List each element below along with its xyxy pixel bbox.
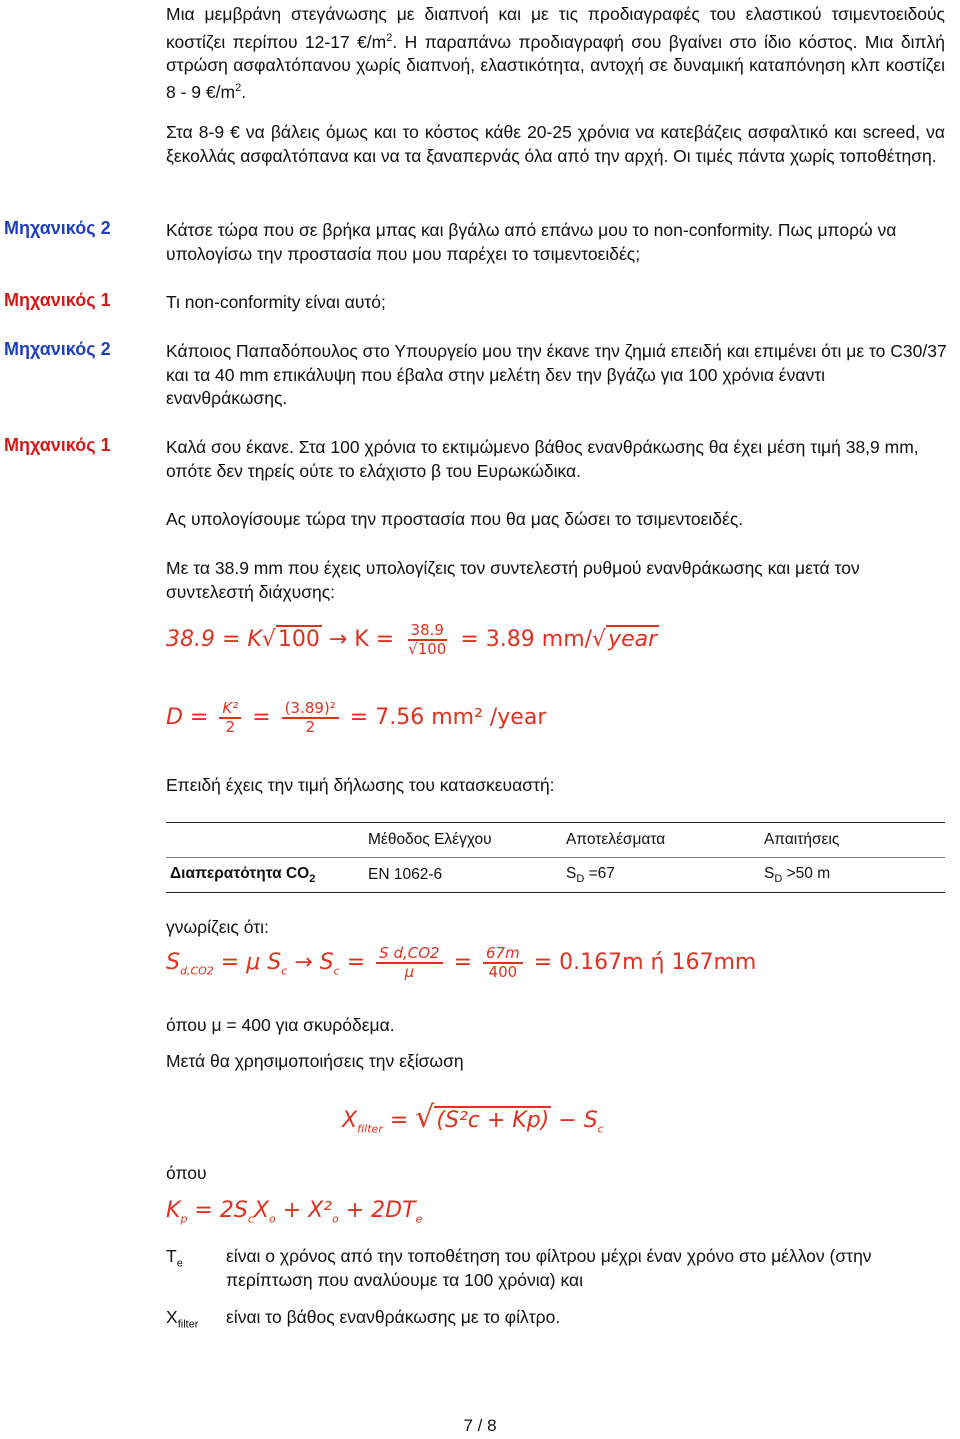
table-cell-requirement: $S_D >50$ m bbox=[760, 858, 945, 893]
table-header-cell: Απαιτήσεις bbox=[760, 823, 945, 858]
table-header-cell: Μέθοδος Ελέγχου bbox=[364, 823, 562, 858]
table-row-label: Διαπερατότητα $CO_2$ bbox=[166, 858, 364, 893]
definition-symbol: $T_e$ bbox=[166, 1246, 183, 1270]
table-row bbox=[166, 858, 945, 893]
dialogue-text: Καλά σου έκανε. Στα 100 χρόνια το εκτιμώμενο βάθος ενανθράκωσης θα έχει μέση τιμή 38,9 mm, οπότε δεν τηρείς ούτε το ελάχιστο β του Ευρωκώδικα. bbox=[166, 437, 919, 481]
table-cell-method: EN 1062-6 bbox=[364, 858, 562, 893]
specification-table bbox=[166, 822, 945, 893]
body-paragraph: Μετά θα χρησιμοποιήσεις την εξίσωση bbox=[166, 1051, 464, 1071]
table-header-cell: Αποτελέσματα bbox=[562, 823, 760, 858]
definition-symbol: $X_{filter}$ bbox=[166, 1307, 199, 1331]
equation-carbonation-rate: 38.9 = K√100 → K = $\frac{38.9}{√100}$ = 3.89 mm/√year bbox=[166, 621, 658, 658]
body-paragraph: γνωρίζεις ότι: bbox=[166, 917, 269, 937]
dialogue-text: Τι non-conformity είναι αυτό; bbox=[166, 292, 386, 312]
equation-x-filter: $X_{filter} = √(S^2c + Kp) - S_c$ bbox=[342, 1100, 604, 1136]
speaker-label: Μηχανικός 2 bbox=[4, 218, 111, 238]
body-paragraph: Με τα 38.9 mm που έχεις υπολογίζεις τον συντελεστή ρυθμού ενανθράκωσης και μετά τον συντελεστή διάχυσης: bbox=[166, 558, 860, 602]
definition-text: είναι το βάθος ενανθράκωσης με το φίλτρο. bbox=[226, 1307, 561, 1327]
table-header-cell bbox=[166, 823, 364, 858]
body-paragraph: όπου μ = 400 για σκυρόδεμα. bbox=[166, 1015, 395, 1035]
body-paragraph: όπου bbox=[166, 1163, 207, 1183]
dialogue-text: Κάποιος Παπαδόπουλος στο Υπουργείο μου την έκανε την ζημιά επειδή και επιμένει ότι με το C30/37 και τα 40 mm επικάλυψη που έβαλα στην μελέτη δεν την βγάζω για 100 χρόνια έναντι ενανθράκωσης. bbox=[166, 341, 947, 408]
equation-kp: $K_p = 2S_cX_o + X^2_o + 2DT_e$ bbox=[166, 1198, 423, 1226]
table-header-row bbox=[166, 823, 945, 858]
equation-equivalent-thickness: $S_{d,CO2} = \mu$ $S_c \to S_c$ = $\frac{\text{S d,CO2}}{\mu}$ = $\frac{67m}{400}$ = 0.167m ή 167mm bbox=[166, 944, 757, 981]
equation-diffusion: D = $\frac{\text{K²}}{2}$ = $\frac{\text{(3.89)²}}{2}$ = 7.56 mm² /year bbox=[166, 699, 547, 736]
dialogue-text: Κάτσε τώρα που σε βρήκα μπας και βγάλω από επάνω μου το non-conformity. Πως μπορώ να υπολογίσω την προστασία που μου παρέχει το τσιμεντοειδές; bbox=[166, 220, 897, 264]
speaker-label: Μηχανικός 1 bbox=[4, 435, 111, 455]
speaker-label: Μηχανικός 1 bbox=[4, 290, 111, 310]
body-paragraph: Επειδή έχεις την τιμή δήλωσης του κατασκευαστή: bbox=[166, 775, 555, 795]
intro-paragraph-1: Μια μεμβράνη στεγάνωσης με διαπνοή και με τις προδιαγραφές του ελαστικού τσιμεντοειδούς κοστίζει περίπου 12-17 $€/m^2$. Η παραπάνω προδιαγραφή σου βγαίνει στο ίδιο κόστος. Μια διπλή στρώση ασφαλτόπανου χωρίς διαπνοή, ελαστικότητα, αντοχή σε δυναμική καταπόνηση κλπ κοστίζει 8 - 9 $€/m^2$. bbox=[166, 4, 946, 103]
definition-text: είναι ο χρόνος από την τοποθέτηση του φίλτρου μέχρι έναν χρόνο στο μέλλον (στην περίπτωση που αναλύουμε τα 100 χρόνια) και bbox=[226, 1246, 872, 1290]
table-cell-result: $S_D =67$ bbox=[562, 858, 760, 893]
speaker-label: Μηχανικός 2 bbox=[4, 339, 111, 359]
intro-paragraph-2: Στα 8-9 € να βάλεις όμως και το κόστος κάθε 20-25 χρόνια να κατεβάζεις ασφαλτικό και screed, να ξεκολλάς ασφαλτόπανα και να τα ξαναπερνάς όλα από την αρχή. Οι τιμές πάντα χωρίς τοποθέτηση. bbox=[166, 122, 945, 166]
body-paragraph: Ας υπολογίσουμε τώρα την προστασία που θα μας δώσει το τσιμεντοειδές. bbox=[166, 509, 744, 529]
page-number: 7 / 8 bbox=[463, 1416, 497, 1435]
